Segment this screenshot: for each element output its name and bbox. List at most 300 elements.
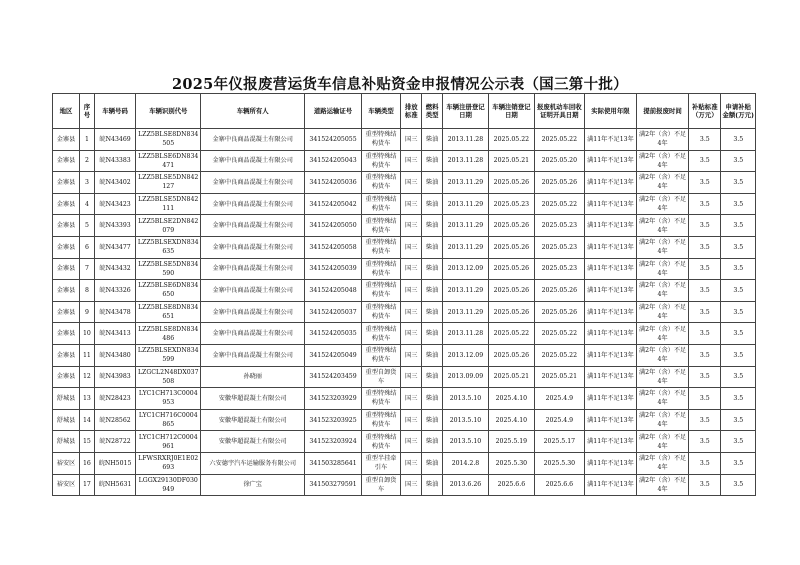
column-header: 排放标准: [401, 94, 422, 129]
cell-years: 满11年不足13年: [584, 409, 636, 431]
cell-early: 满2年（含）不足4年: [637, 215, 689, 237]
cell-years: 满11年不足13年: [584, 172, 636, 194]
cell-cancel-date: 2025.05.26: [488, 215, 534, 237]
cell-cancel-date: 2025.05.21: [488, 150, 534, 172]
cell-years: 满11年不足13年: [584, 129, 636, 151]
cell-emission: 国三: [401, 301, 422, 323]
cell-plate: 皖N43477: [94, 236, 136, 258]
cell-cert-date: 2025.05.21: [534, 366, 584, 388]
cell-reg-date: 2013.5.10: [443, 388, 489, 410]
cell-emission: 国三: [401, 150, 422, 172]
cell-vin: LZZ5BLSE6DN834650: [136, 280, 201, 302]
cell-years: 满11年不足13年: [584, 366, 636, 388]
cell-early: 满2年（含）不足4年: [637, 129, 689, 151]
column-header: 实际使用年限: [584, 94, 636, 129]
cell-owner: 安徽华超混凝土有限公司: [201, 388, 305, 410]
cell-emission: 国三: [401, 344, 422, 366]
cell-years: 满11年不足13年: [584, 431, 636, 453]
table-row: [53, 474, 756, 496]
cell-type: 重型半挂牵引车: [361, 452, 401, 474]
table-row: [53, 150, 756, 172]
cell-amount: 3.5: [721, 431, 756, 453]
cell-region: 金寨县: [53, 344, 80, 366]
cell-reg-date: 2013.11.29: [443, 236, 489, 258]
cell-permit: 341524205039: [305, 258, 361, 280]
cell-amount: 3.5: [721, 215, 756, 237]
cell-cancel-date: 2025.05.26: [488, 172, 534, 194]
cell-seq: 5: [80, 215, 95, 237]
cell-cancel-date: 2025.05.26: [488, 236, 534, 258]
table-row: [53, 323, 756, 345]
cell-permit: 341524205042: [305, 193, 361, 215]
cell-fuel: 柴油: [422, 172, 443, 194]
cell-standard: 3.5: [689, 431, 721, 453]
cell-owner: 金寨中良商品混凝土有限公司: [201, 150, 305, 172]
cell-standard: 3.5: [689, 301, 721, 323]
table-row: [53, 409, 756, 431]
cell-standard: 3.5: [689, 452, 721, 474]
cell-cancel-date: 2025.05.26: [488, 344, 534, 366]
cell-vin: LFWSRXRJ0E1E02693: [136, 452, 201, 474]
cell-reg-date: 2013.11.28: [443, 323, 489, 345]
cell-permit: 341503285641: [305, 452, 361, 474]
cell-amount: 3.5: [721, 301, 756, 323]
cell-early: 满2年（含）不足4年: [637, 193, 689, 215]
table-row: [53, 344, 756, 366]
cell-reg-date: 2013.11.29: [443, 301, 489, 323]
cell-emission: 国三: [401, 452, 422, 474]
cell-amount: 3.5: [721, 344, 756, 366]
cell-reg-date: 2013.09.09: [443, 366, 489, 388]
cell-standard: 3.5: [689, 215, 721, 237]
cell-type: 重型特殊结构货车: [361, 236, 401, 258]
cell-fuel: 柴油: [422, 129, 443, 151]
column-header: 道路运输证号: [305, 94, 361, 129]
cell-plate: 皖NH5015: [94, 452, 136, 474]
cell-permit: 341524205043: [305, 150, 361, 172]
cell-cert-date: 2025.4.9: [534, 388, 584, 410]
table-row: [53, 431, 756, 453]
cell-fuel: 柴油: [422, 280, 443, 302]
cell-cancel-date: 2025.05.22: [488, 323, 534, 345]
cell-cert-date: 2025.05.23: [534, 215, 584, 237]
cell-standard: 3.5: [689, 388, 721, 410]
cell-vin: LZZ5BLSE5DN834590: [136, 258, 201, 280]
cell-amount: 3.5: [721, 366, 756, 388]
cell-seq: 1: [80, 129, 95, 151]
column-header: 申请补贴金额(万元): [721, 94, 756, 129]
cell-vin: LZZ5BLSE8DN834505: [136, 129, 201, 151]
cell-vin: LYC1CH712C0004961: [136, 431, 201, 453]
cell-fuel: 柴油: [422, 323, 443, 345]
cell-seq: 8: [80, 280, 95, 302]
cell-reg-date: 2013.11.29: [443, 172, 489, 194]
cell-vin: LZZ5BLSE5DN842111: [136, 193, 201, 215]
cell-early: 满2年（含）不足4年: [637, 366, 689, 388]
column-header: 车辆注销登记日期: [488, 94, 534, 129]
cell-type: 重型特殊结构货车: [361, 323, 401, 345]
cell-early: 满2年（含）不足4年: [637, 323, 689, 345]
cell-permit: 341523203929: [305, 388, 361, 410]
cell-type: 重型特殊结构货车: [361, 193, 401, 215]
cell-cert-date: 2025.05.23: [534, 236, 584, 258]
cell-seq: 7: [80, 258, 95, 280]
cell-fuel: 柴油: [422, 474, 443, 496]
cell-type: 重型特殊结构货车: [361, 431, 401, 453]
cell-vin: LYC1CH713C0004953: [136, 388, 201, 410]
cell-reg-date: 2013.11.29: [443, 193, 489, 215]
cell-fuel: 柴油: [422, 215, 443, 237]
cell-amount: 3.5: [721, 236, 756, 258]
column-header: 车辆号码: [94, 94, 136, 129]
table-row: [53, 280, 756, 302]
cell-standard: 3.5: [689, 129, 721, 151]
cell-plate: 皖N43326: [94, 280, 136, 302]
table-row: [53, 193, 756, 215]
column-header: 地区: [53, 94, 80, 129]
cell-amount: 3.5: [721, 452, 756, 474]
cell-fuel: 柴油: [422, 236, 443, 258]
cell-plate: 皖N43402: [94, 172, 136, 194]
cell-years: 满11年不足13年: [584, 258, 636, 280]
cell-vin: LZGCL2N48DX037508: [136, 366, 201, 388]
cell-reg-date: 2013.5.10: [443, 431, 489, 453]
cell-plate: 皖N43413: [94, 323, 136, 345]
cell-years: 满11年不足13年: [584, 452, 636, 474]
cell-plate: 皖N28722: [94, 431, 136, 453]
cell-early: 满2年（含）不足4年: [637, 344, 689, 366]
cell-cancel-date: 2025.05.22: [488, 129, 534, 151]
cell-amount: 3.5: [721, 323, 756, 345]
table-row: [53, 452, 756, 474]
cell-permit: 341524205048: [305, 280, 361, 302]
cell-permit: 341524205036: [305, 172, 361, 194]
cell-region: 金寨县: [53, 301, 80, 323]
cell-standard: 3.5: [689, 366, 721, 388]
cell-seq: 4: [80, 193, 95, 215]
cell-region: 金寨县: [53, 323, 80, 345]
cell-owner: 安徽华超混凝土有限公司: [201, 409, 305, 431]
column-header: 提前报废时间: [637, 94, 689, 129]
cell-owner: 金寨中良商品混凝土有限公司: [201, 258, 305, 280]
table-row: [53, 301, 756, 323]
cell-seq: 2: [80, 150, 95, 172]
cell-early: 满2年（含）不足4年: [637, 236, 689, 258]
cell-fuel: 柴油: [422, 258, 443, 280]
cell-reg-date: 2014.2.8: [443, 452, 489, 474]
cell-owner: 孙晓丽: [201, 366, 305, 388]
cell-amount: 3.5: [721, 150, 756, 172]
cell-cancel-date: 2025.4.10: [488, 388, 534, 410]
cell-type: 重型自卸货车: [361, 366, 401, 388]
cell-region: 金寨县: [53, 150, 80, 172]
table-row: [53, 129, 756, 151]
cell-cancel-date: 2025.05.26: [488, 301, 534, 323]
cell-cancel-date: 2025.05.26: [488, 280, 534, 302]
cell-standard: 3.5: [689, 323, 721, 345]
cell-seq: 9: [80, 301, 95, 323]
cell-type: 重型特殊结构货车: [361, 409, 401, 431]
table-header-row: [53, 94, 756, 129]
cell-permit: 341523203925: [305, 409, 361, 431]
cell-years: 满11年不足13年: [584, 236, 636, 258]
cell-region: 金寨县: [53, 193, 80, 215]
cell-plate: 皖N28562: [94, 409, 136, 431]
cell-plate: 皖N43432: [94, 258, 136, 280]
cell-type: 重型特殊结构货车: [361, 301, 401, 323]
cell-plate: 皖N43469: [94, 129, 136, 151]
cell-cert-date: 2025.05.20: [534, 150, 584, 172]
table-row: [53, 366, 756, 388]
cell-region: 金寨县: [53, 172, 80, 194]
cell-cert-date: 2025.05.22: [534, 344, 584, 366]
cell-early: 满2年（含）不足4年: [637, 280, 689, 302]
cell-cert-date: 2025.05.23: [534, 258, 584, 280]
cell-reg-date: 2013.11.28: [443, 150, 489, 172]
cell-reg-date: 2013.11.29: [443, 215, 489, 237]
cell-amount: 3.5: [721, 172, 756, 194]
cell-seq: 16: [80, 452, 95, 474]
cell-type: 重型自卸货车: [361, 474, 401, 496]
cell-owner: 金寨中良商品混凝土有限公司: [201, 280, 305, 302]
cell-seq: 10: [80, 323, 95, 345]
cell-vin: LZZ5BLSE8DN834651: [136, 301, 201, 323]
cell-years: 满11年不足13年: [584, 388, 636, 410]
cell-owner: 安徽华超混凝土有限公司: [201, 431, 305, 453]
cell-fuel: 柴油: [422, 452, 443, 474]
cell-reg-date: 2013.6.26: [443, 474, 489, 496]
cell-cert-date: 2025.05.26: [534, 301, 584, 323]
cell-type: 重型特殊结构货车: [361, 150, 401, 172]
cell-seq: 11: [80, 344, 95, 366]
cell-owner: 金寨中良商品混凝土有限公司: [201, 301, 305, 323]
cell-owner: 六安德宇汽车运输服务有限公司: [201, 452, 305, 474]
cell-early: 满2年（含）不足4年: [637, 258, 689, 280]
cell-early: 满2年（含）不足4年: [637, 172, 689, 194]
cell-standard: 3.5: [689, 172, 721, 194]
cell-fuel: 柴油: [422, 388, 443, 410]
subsidy-table: [52, 93, 756, 496]
table-row: [53, 215, 756, 237]
cell-cancel-date: 2025.05.26: [488, 258, 534, 280]
cell-cert-date: 2025.05.22: [534, 129, 584, 151]
cell-vin: LZZ5BLSEXDN834635: [136, 236, 201, 258]
cell-type: 重型特殊结构货车: [361, 258, 401, 280]
cell-permit: 341523203924: [305, 431, 361, 453]
cell-cancel-date: 2025.5.30: [488, 452, 534, 474]
cell-region: 金寨县: [53, 215, 80, 237]
cell-cancel-date: 2025.6.6: [488, 474, 534, 496]
cell-early: 满2年（含）不足4年: [637, 474, 689, 496]
cell-region: 金寨县: [53, 280, 80, 302]
cell-owner: 徐广宝: [201, 474, 305, 496]
cell-plate: 皖N43983: [94, 366, 136, 388]
cell-emission: 国三: [401, 280, 422, 302]
cell-reg-date: 2013.5.10: [443, 409, 489, 431]
cell-years: 满11年不足13年: [584, 301, 636, 323]
cell-early: 满2年（含）不足4年: [637, 301, 689, 323]
cell-type: 重型特殊结构货车: [361, 215, 401, 237]
cell-amount: 3.5: [721, 388, 756, 410]
page-title: 2025年仪报废营运货车信息补贴资金申报情况公示表（国三第十批）: [172, 76, 628, 93]
cell-emission: 国三: [401, 323, 422, 345]
table-row: [53, 172, 756, 194]
cell-vin: LYC1CH716C0004865: [136, 409, 201, 431]
cell-reg-date: 2013.11.28: [443, 129, 489, 151]
cell-owner: 金寨中良商品混凝土有限公司: [201, 172, 305, 194]
cell-owner: 金寨中良商品混凝土有限公司: [201, 193, 305, 215]
cell-emission: 国三: [401, 431, 422, 453]
cell-cancel-date: 2025.05.23: [488, 193, 534, 215]
cell-cert-date: 2025.05.26: [534, 280, 584, 302]
cell-seq: 17: [80, 474, 95, 496]
cell-region: 舒城县: [53, 431, 80, 453]
cell-amount: 3.5: [721, 258, 756, 280]
cell-amount: 3.5: [721, 129, 756, 151]
cell-reg-date: 2013.12.09: [443, 258, 489, 280]
cell-emission: 国三: [401, 129, 422, 151]
cell-owner: 金寨中良商品混凝土有限公司: [201, 236, 305, 258]
cell-standard: 3.5: [689, 193, 721, 215]
cell-seq: 13: [80, 388, 95, 410]
cell-type: 重型特殊结构货车: [361, 129, 401, 151]
cell-permit: 341524205050: [305, 215, 361, 237]
cell-plate: 皖N43383: [94, 150, 136, 172]
cell-amount: 3.5: [721, 409, 756, 431]
cell-vin: LGGX29130DF030949: [136, 474, 201, 496]
cell-owner: 金寨中良商品混凝土有限公司: [201, 215, 305, 237]
cell-emission: 国三: [401, 366, 422, 388]
cell-years: 满11年不足13年: [584, 215, 636, 237]
cell-reg-date: 2013.12.09: [443, 344, 489, 366]
cell-fuel: 柴油: [422, 366, 443, 388]
cell-fuel: 柴油: [422, 431, 443, 453]
cell-cert-date: 2025.05.22: [534, 193, 584, 215]
cell-region: 金寨县: [53, 366, 80, 388]
cell-region: 裕安区: [53, 474, 80, 496]
cell-emission: 国三: [401, 236, 422, 258]
cell-vin: LZZ5BLSE2DN842079: [136, 215, 201, 237]
cell-cert-date: 2025.4.9: [534, 409, 584, 431]
cell-emission: 国三: [401, 258, 422, 280]
cell-standard: 3.5: [689, 150, 721, 172]
column-header: 补贴标准（万元）: [689, 94, 721, 129]
cell-fuel: 柴油: [422, 301, 443, 323]
cell-permit: 341524203459: [305, 366, 361, 388]
cell-plate: 皖N43423: [94, 193, 136, 215]
cell-years: 满11年不足13年: [584, 474, 636, 496]
cell-cancel-date: 2025.5.19: [488, 431, 534, 453]
table-body: [53, 129, 756, 496]
cell-early: 满2年（含）不足4年: [637, 409, 689, 431]
cell-vin: LZZ5BLSE8DN834486: [136, 323, 201, 345]
cell-region: 金寨县: [53, 236, 80, 258]
cell-plate: 皖N43480: [94, 344, 136, 366]
cell-plate: 皖N28423: [94, 388, 136, 410]
cell-plate: 皖NH5631: [94, 474, 136, 496]
cell-owner: 金寨中良商品混凝土有限公司: [201, 344, 305, 366]
cell-seq: 12: [80, 366, 95, 388]
cell-region: 裕安区: [53, 452, 80, 474]
cell-fuel: 柴油: [422, 150, 443, 172]
cell-amount: 3.5: [721, 474, 756, 496]
cell-standard: 3.5: [689, 344, 721, 366]
cell-permit: 341524205037: [305, 301, 361, 323]
cell-permit: 341503279591: [305, 474, 361, 496]
cell-early: 满2年（含）不足4年: [637, 388, 689, 410]
cell-cert-date: 2025.6.6: [534, 474, 584, 496]
cell-early: 满2年（含）不足4年: [637, 150, 689, 172]
cell-cancel-date: 2025.4.10: [488, 409, 534, 431]
cell-amount: 3.5: [721, 193, 756, 215]
cell-years: 满11年不足13年: [584, 193, 636, 215]
cell-emission: 国三: [401, 388, 422, 410]
column-header: 车辆注册登记日期: [443, 94, 489, 129]
cell-cert-date: 2025.05.22: [534, 323, 584, 345]
cell-emission: 国三: [401, 193, 422, 215]
cell-years: 满11年不足13年: [584, 323, 636, 345]
cell-emission: 国三: [401, 172, 422, 194]
cell-standard: 3.5: [689, 409, 721, 431]
cell-cert-date: 2025.05.26: [534, 172, 584, 194]
cell-years: 满11年不足13年: [584, 344, 636, 366]
cell-region: 金寨县: [53, 129, 80, 151]
cell-vin: LZZ5BLSEXDN834599: [136, 344, 201, 366]
cell-standard: 3.5: [689, 280, 721, 302]
cell-emission: 国三: [401, 474, 422, 496]
cell-early: 满2年（含）不足4年: [637, 431, 689, 453]
column-header: 车辆识别代号: [136, 94, 201, 129]
column-header: 车辆类型: [361, 94, 401, 129]
cell-type: 重型特殊结构货车: [361, 172, 401, 194]
cell-vin: LZZ5BLSE5DN842127: [136, 172, 201, 194]
cell-owner: 金寨中良商品混凝土有限公司: [201, 323, 305, 345]
cell-cert-date: 2025.5.30: [534, 452, 584, 474]
cell-cancel-date: 2025.05.21: [488, 366, 534, 388]
cell-fuel: 柴油: [422, 344, 443, 366]
cell-fuel: 柴油: [422, 193, 443, 215]
cell-early: 满2年（含）不足4年: [637, 452, 689, 474]
column-header: 报废机动车回收证明开具日期: [534, 94, 584, 129]
cell-region: 金寨县: [53, 258, 80, 280]
cell-cert-date: 2025.5.17: [534, 431, 584, 453]
cell-region: 舒城县: [53, 409, 80, 431]
cell-permit: 341524205035: [305, 323, 361, 345]
cell-standard: 3.5: [689, 474, 721, 496]
cell-emission: 国三: [401, 215, 422, 237]
cell-years: 满11年不足13年: [584, 280, 636, 302]
cell-amount: 3.5: [721, 280, 756, 302]
cell-owner: 金寨中良商品混凝土有限公司: [201, 129, 305, 151]
column-header: 车辆所有人: [201, 94, 305, 129]
cell-fuel: 柴油: [422, 409, 443, 431]
cell-emission: 国三: [401, 409, 422, 431]
cell-plate: 皖N43393: [94, 215, 136, 237]
cell-plate: 皖N43478: [94, 301, 136, 323]
cell-reg-date: 2013.11.29: [443, 280, 489, 302]
table-row: [53, 236, 756, 258]
column-header: 序号: [80, 94, 95, 129]
cell-permit: 341524205049: [305, 344, 361, 366]
cell-type: 重型特殊结构货车: [361, 344, 401, 366]
column-header: 燃料类型: [422, 94, 443, 129]
cell-type: 重型特殊结构货车: [361, 280, 401, 302]
cell-seq: 15: [80, 431, 95, 453]
cell-vin: LZZ5BLSE6DN834471: [136, 150, 201, 172]
cell-standard: 3.5: [689, 236, 721, 258]
table-row: [53, 258, 756, 280]
cell-permit: 341524205055: [305, 129, 361, 151]
